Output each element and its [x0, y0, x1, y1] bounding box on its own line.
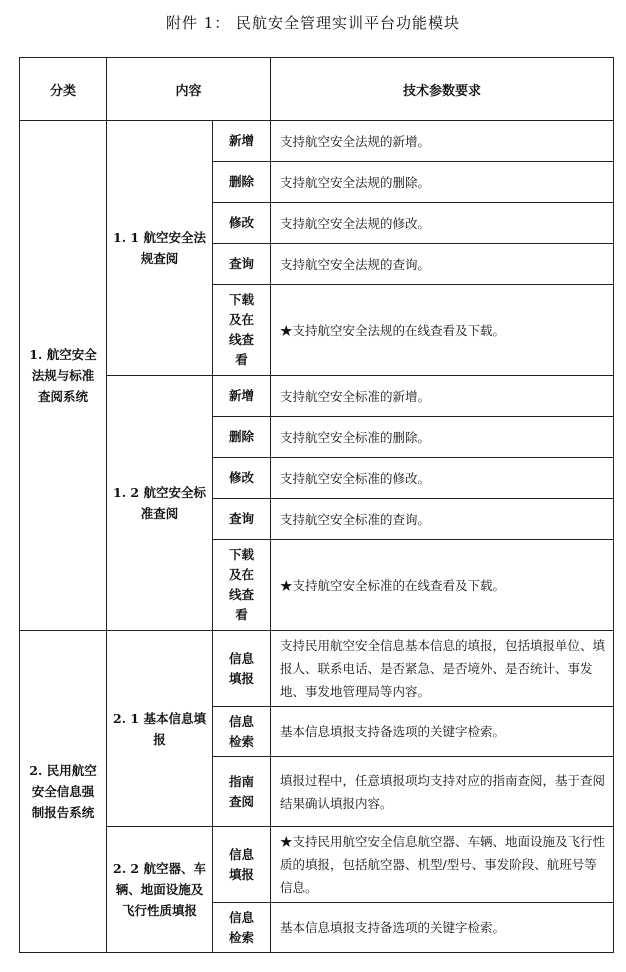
operation-cell: 删除: [213, 162, 271, 203]
requirement-cell: 支持航空安全标准的删除。: [271, 417, 614, 458]
subcategory-cell: 1. 2 航空安全标准查阅: [107, 376, 213, 631]
operation-cell: 修改: [213, 458, 271, 499]
table-row: [20, 827, 614, 903]
subcategory-cell: 1. 1 航空安全法规查阅: [107, 121, 213, 376]
operation-cell: 新增: [213, 376, 271, 417]
operation-cell: 指南查阅: [213, 757, 271, 827]
operation-cell: 信息检索: [213, 707, 271, 757]
requirement-cell: 支持航空安全法规的删除。: [271, 162, 614, 203]
operation-cell: 下载及在线查看: [213, 540, 271, 631]
requirement-cell: ★支持民用航空安全信息航空器、车辆、地面设施及飞行性质的填报，包括航空器、机型/型号、事发阶段、航班号等信息。: [271, 827, 614, 903]
table-row: [20, 376, 614, 417]
requirement-cell: 基本信息填报支持备选项的关键字检索。: [271, 707, 614, 757]
header-category: 分类: [20, 58, 107, 121]
table-row: [20, 121, 614, 162]
header-requirements: 技术参数要求: [271, 58, 614, 121]
operation-cell: 删除: [213, 417, 271, 458]
table-header-row: [20, 58, 614, 121]
requirement-cell: 填报过程中，任意填报项均支持对应的指南查阅，基于查阅结果确认填报内容。: [271, 757, 614, 827]
operation-cell: 信息填报: [213, 827, 271, 903]
requirement-cell: 支持民用航空安全信息基本信息的填报，包括填报单位、填报人、联系电话、是否紧急、是否境外、是否统计、事发地、事发地管理局等内容。: [271, 631, 614, 707]
requirement-cell: 支持航空安全法规的新增。: [271, 121, 614, 162]
requirement-cell: ★支持航空安全标准的在线查看及下载。: [271, 540, 614, 631]
operation-cell: 信息填报: [213, 631, 271, 707]
requirement-cell: ★支持航空安全法规的在线查看及下载。: [271, 285, 614, 376]
requirement-cell: 支持航空安全法规的查询。: [271, 244, 614, 285]
operation-cell: 修改: [213, 203, 271, 244]
category-cell: 2. 民用航空安全信息强制报告系统: [20, 631, 107, 953]
page-title: 附件 1： 民航安全管理实训平台功能模块: [165, 14, 461, 32]
subcategory-cell: 2. 1 基本信息填报: [107, 631, 213, 827]
requirement-cell: 支持航空安全标准的新增。: [271, 376, 614, 417]
requirement-cell: 支持航空安全法规的修改。: [271, 203, 614, 244]
requirement-cell: 支持航空安全标准的查询。: [271, 499, 614, 540]
operation-cell: 下载及在线查看: [213, 285, 271, 376]
function-module-table: [19, 57, 614, 953]
header-content: 内容: [107, 58, 271, 121]
operation-cell: 查询: [213, 244, 271, 285]
requirement-cell: 基本信息填报支持备选项的关键字检索。: [271, 903, 614, 953]
subcategory-cell: 2. 2 航空器、车辆、地面设施及飞行性质填报: [107, 827, 213, 953]
category-cell: 1. 航空安全法规与标准查阅系统: [20, 121, 107, 631]
operation-cell: 查询: [213, 499, 271, 540]
operation-cell: 信息检索: [213, 903, 271, 953]
requirement-cell: 支持航空安全标准的修改。: [271, 458, 614, 499]
table-row: [20, 631, 614, 707]
operation-cell: 新增: [213, 121, 271, 162]
